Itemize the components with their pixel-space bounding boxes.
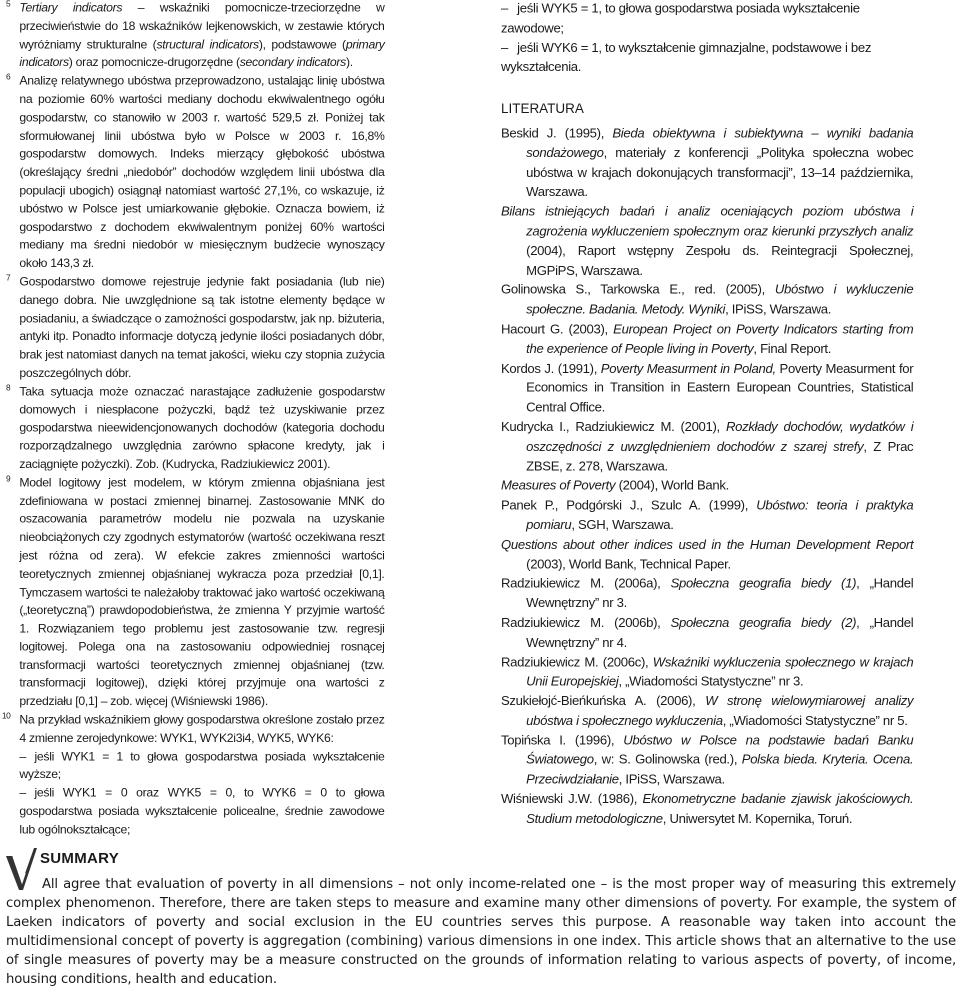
summary-section <box>0 846 960 1007</box>
reference-item: Beskid J. (1995), Bieda obiektywna i subiektywna – wyniki badania sondażowego, materiały z konferencji „Polityka społeczna wobec ubóstwa w krajach dokonujących transformacji”, 13–14 października, Warszawa. <box>501 126 914 200</box>
footnote-10 <box>1 711 385 840</box>
footnote-7 <box>6 274 385 384</box>
reference-list <box>501 125 913 830</box>
footnote-number: 7 <box>6 273 11 284</box>
footnote-9 <box>6 475 385 712</box>
reference-item: Radziukiewicz M. (2006b), Społeczna geografia biedy (2), „Handel Wewnętrzny” nr 4. <box>501 616 914 651</box>
reference-item: Radziukiewicz M. (2006a), Społeczna geografia biedy (1), „Handel Wewnętrzny” nr 3. <box>501 576 914 611</box>
reference-item: Measures of Poverty (2004), World Bank. <box>501 479 729 494</box>
reference-item: Bilans istniejących badań i analiz oceniających poziom ubóstwa i zagrożenia wykluczeniem społecznym oraz kierunki przyszłych analiz (2004), Raport wstępny Zespołu ds. Reintegracji Społecznej, MGPiPS, Warszawa. <box>501 204 914 279</box>
education-variable-list <box>19 748 384 839</box>
footnote-5 <box>6 0 385 73</box>
reference-item: Kudrycka I., Radziukiewicz M. (2001), Rozkłady dochodów, wydatków i oszczędności z uwzględnieniem dochodów z szarej strefy, Z Prac ZBSE, z. 278, Warszawa. <box>501 420 914 474</box>
reference-item: Szukiełojć-Bieńkuńska A. (2006), W stronę wielowymiarowej analizy ubóstwa i społecznego wykluczenia, „Wiadomości Statystyczne” nr 5. <box>501 694 914 729</box>
summary-heading: SUMMARY <box>40 850 120 867</box>
footnote-6 <box>6 73 385 274</box>
footnote-8 <box>6 383 385 474</box>
footnote-number: 9 <box>6 474 11 484</box>
footnote-number: 8 <box>6 383 11 393</box>
reference-item: Wiśniewski J.W. (1986), Ekonometryczne badanie zjawisk jakościowych. Studium metodologiczne, Uniwersytet M. Kopernika, Toruń. <box>501 792 914 827</box>
reference-item: Kordos J. (1991), Poverty Measurment in Poland, Poverty Measurment for Economics in Transition in Eastern European Countries, Statistical Central Office. <box>501 361 914 416</box>
left-column <box>1 0 385 840</box>
footnote-text: Tertiary indicators – wskaźniki pomocnicze-trzeciorzędne w przeciwieństwie do 18 wskaźników lejkenowskich, w zestawie których wyróżniamy strukturalne (structural indicators), podstawowe (primary indicators) oraz pomocnicze-drugorzędne (secondary indicators). <box>19 1 385 70</box>
summary-text: All agree that evaluation of poverty in all dimensions – not only income-related one – is the most proper way of measuring this extremely complex phenomenon. Therefore, there are taken steps to measure and examine many other dimensions of poverty. For example, the system of Laeken indicators of poverty and social exclusion in the EU countries serves this purpose. A reasonable way taken into account the multidimensional concept of poverty is aggregation (combining) various dimensions in one index. This article shows that an alternative to the use of single measures of poverty may be a measure constructed on the grounds of information relating to various aspects of poverty, of income, housing conditions, health and education. <box>6 877 956 987</box>
footnote-number: 5 <box>6 0 11 10</box>
footnote-text: Gospodarstwo domowe rejestruje jedynie fakt posiadania (lub nie) danego dobra. Nie uwzględnione są tak istotne elementy będące w posiadaniu, a świadczące o zamożności gospodarstw, jak np. biżuteria, antyki itp. Ponadto informacje dotyczą jedynie ilości posiadanych dóbr, brak jest natomiast danych na temat jakości, wieku czy stopnia zużycia poszczególnych dóbr. <box>19 275 385 381</box>
list-item: – jeśli WYK1 = 1 to głowa gospodarstwa posiada wykształcenie wyższe; <box>19 750 385 782</box>
reference-item: Radziukiewicz M. (2006c), Wskaźniki wykluczenia społecznego w krajach Unii Europejskiej, „Wiadomości Statystyczne” nr 3. <box>501 655 914 690</box>
reference-item: Golinowska S., Tarkowska E., red. (2005), Ubóstwo i wykluczenie społeczne. Badania. Metody. Wyniki, IPiSS, Warszawa. <box>501 283 914 318</box>
footnote-text: Analizę relatywnego ubóstwa przeprowadzono, ustalając linię ubóstwa na poziomie 60% wartości mediany dochodu ekwiwalentnego ogółu gospodarstw, co stanowiło w 2003 r. wartość 529,5 zł. Poniżej tak sformułowanej linii ubóstwa było w Polsce w 2003 r. 16,8% gospodarstw domowych. Indeks mierzący głębokość ubóstwa (określający średni „niedobór” dochodów względem linii ubóstwa dla populacji ubogich) osiągnął natomiast wartość 27,1%, co wskazuje, iż ubóstwo w Polsce jest umiarkowanie głębokie. Oznacza bowiem, iż gospodarstwo z dochodem ekwiwalentnym poniżej 60% wartości mediany ma średni niedobór w miesięcznym budżecie wynoszący około 143,3 zł. <box>19 74 385 271</box>
right-column <box>501 0 913 830</box>
footnote-number: 6 <box>6 73 11 83</box>
list-item: – jeśli WYK1 = 0 oraz WYK5 = 0, to WYK6 = 0 to głowa gospodarstwa posiada wykształcenie policealne, średnie zawodowe lub ogólnokształcące; <box>19 786 385 837</box>
reference-item: Topińska I. (1996), Ubóstwo w Polsce na podstawie badań Banku Światowego, w: S. Golinowska (red.), Polska bieda. Kryteria. Ocena. Przeciwdziałanie, IPiSS, Warszawa. <box>501 733 914 788</box>
reference-item: Panek P., Podgórski J., Szulc A. (1999), Ubóstwo: teoria i praktyka pomiaru, SGH, Warszawa. <box>501 498 914 533</box>
footnote-number: 10 <box>1 711 11 722</box>
list-item: – jeśli WYK6 = 1, to wykształcenie gimnazjalne, podstawowe i bez wykształcenia. <box>501 40 872 75</box>
footnote-text: Taka sytuacja może oznaczać narastające zadłużenie gospodarstw domowych i niespłacone pożyczki, bądź też uzyskiwanie przez gospodarstwa nieewidencjonowanych dochodów (kategoria dochodu rozporządzalnego uwzględnia zarówno spłacone kredyty, jak i zaciągnięte pożyczki). Zob. (Kudrycka, Radziukiewicz 2001). <box>19 385 385 472</box>
footnote-text: Model logitowy jest modelem, w którym zmienna objaśniana jest zdefiniowana w postaci zmiennej binarnej. Zastosowanie MNK do oszacowania parametrów modelu nie pozwala na uzyskanie nieobciążonych czy zgodnych estymatorów (wartość oczekiwana reszt jest różna od zera). W efekcie zakres zmienności wartości teoretycznych zmiennej objaśnianej wykracza poza przedział [0,1]. Tymczasem wartości te należałoby traktować jako wartość oczekiwaną („teoretyczną”) prawdopodobieństwa, że zmienna Y przyjmie wartość 1. Rozwiązaniem tego problemu jest zastosowanie tzw. regresji logitowej. Polega ona na zastosowaniu odpowiedniej rosnącej transformacji wartości teoretycznych zmiennej objaśnianej (tzw. transformacji logitowej), dzięki której przyjmuje ona wartości z przedziału [0,1] – zob. więcej (Wiśniewski 1986). <box>19 476 385 709</box>
literature-heading: LITERATURA <box>501 101 584 117</box>
reference-item: Hacourt G. (2003), European Project on Poverty Indicators starting from the experience of People living in Poverty, Final Report. <box>501 322 914 357</box>
reference-item: Questions about other indices used in the Human Development Report (2003), World Bank, Technical Paper. <box>501 537 914 572</box>
footnote-text: Na przykład wskaźnikiem głowy gospodarstwa określone zostało przez 4 zmienne zerojedynkowe: WYK1, WYK2i3i4, WYK5, WYK6: <box>19 713 385 746</box>
education-variable-list-continued <box>501 0 913 78</box>
list-item: – jeśli WYK5 = 1, to głowa gospodarstwa posiada wykształcenie zawodowe; <box>501 1 860 36</box>
